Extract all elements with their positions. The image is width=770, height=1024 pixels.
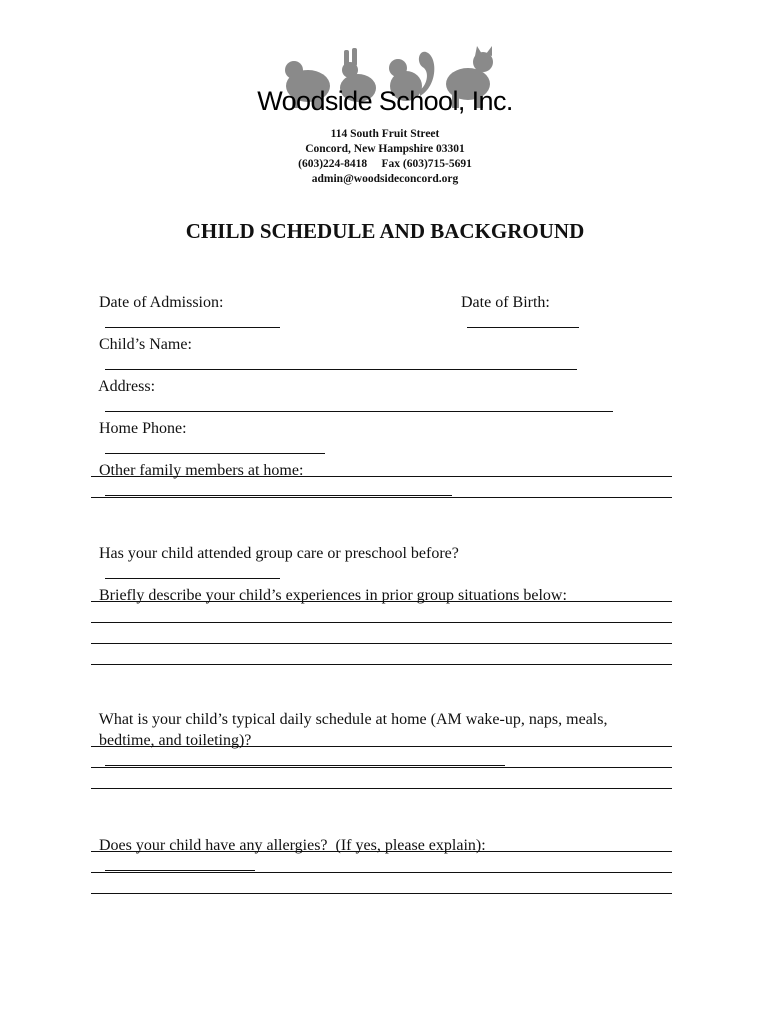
family-line-2[interactable] bbox=[91, 476, 672, 477]
school-address-block bbox=[0, 127, 770, 187]
experiences-line-3[interactable] bbox=[91, 643, 672, 644]
experiences-line-2[interactable] bbox=[91, 622, 672, 623]
date-birth-label: Date of Birth: bbox=[461, 294, 550, 311]
schedule-label-line2: bedtime, and toileting)? bbox=[99, 732, 252, 749]
allergies-line-4[interactable] bbox=[91, 893, 672, 894]
allergies-line-3[interactable] bbox=[91, 872, 672, 873]
schedule-line-3[interactable] bbox=[91, 767, 672, 768]
experiences-line-4[interactable] bbox=[91, 664, 672, 665]
experiences-line-1[interactable] bbox=[91, 601, 672, 602]
city-state-zip: Concord, New Hampshire 03301 bbox=[305, 143, 465, 155]
schedule-line-4[interactable] bbox=[91, 788, 672, 789]
family-field[interactable] bbox=[105, 481, 452, 496]
schedule-row-2 bbox=[91, 711, 505, 772]
experiences-row bbox=[91, 566, 567, 606]
allergies-label: Does your child have any allergies? (If yes, please explain): bbox=[99, 837, 486, 854]
schedule-line-2[interactable] bbox=[91, 746, 672, 747]
family-row bbox=[91, 441, 452, 502]
allergies-row bbox=[91, 816, 486, 877]
allergies-line-2[interactable] bbox=[91, 851, 672, 852]
schedule-label-line1: What is your child’s typical daily schedule at home (AM wake-up, naps, meals, bbox=[98, 711, 608, 728]
date-admission-label: Date of Admission: bbox=[99, 294, 224, 311]
allergies-field[interactable] bbox=[105, 856, 255, 871]
school-name: Woodside School, Inc. bbox=[257, 86, 513, 116]
group-care-label: Has your child attended group care or preschool before? bbox=[99, 545, 459, 562]
experiences-label: Briefly describe your child’s experiences in prior group situations below: bbox=[99, 587, 567, 604]
address-label: Address: bbox=[98, 378, 156, 395]
street-address: 114 South Fruit Street bbox=[330, 128, 440, 140]
school-logo bbox=[0, 40, 770, 120]
child-name-label: Child’s Name: bbox=[99, 336, 192, 353]
home-phone-label: Home Phone: bbox=[99, 420, 187, 437]
form-title: CHILD SCHEDULE AND BACKGROUND bbox=[185, 219, 585, 243]
email-address: admin@woodsideconcord.org bbox=[311, 173, 459, 185]
schedule-field[interactable] bbox=[105, 751, 505, 766]
family-label: Other family members at home: bbox=[99, 462, 304, 479]
family-line-3[interactable] bbox=[91, 497, 672, 498]
phone-fax: (603)224-8418 Fax (603)715-5691 bbox=[298, 158, 472, 170]
